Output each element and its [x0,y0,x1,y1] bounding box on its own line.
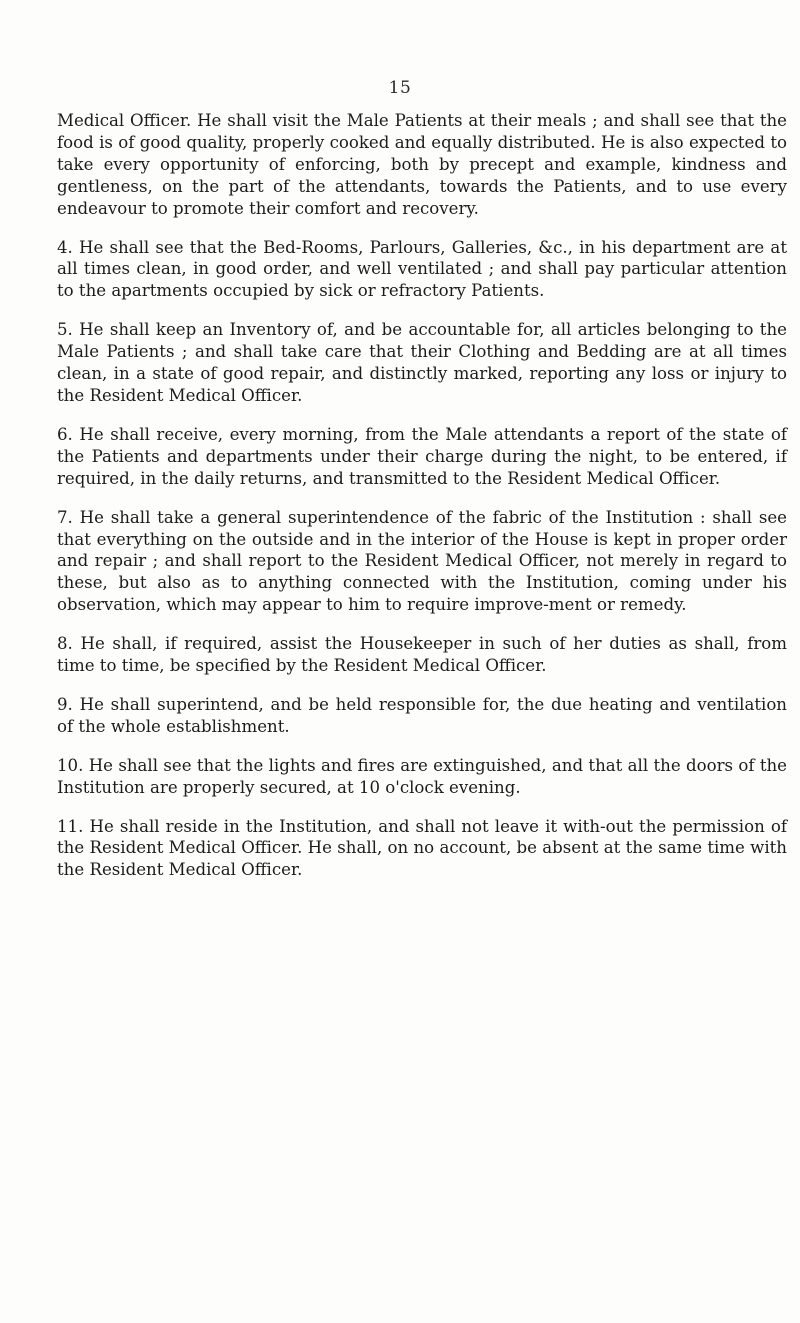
paragraph-6: 6. He shall receive, every morning, from the Male attendants a report of the state of the Patients and departments under their charge during the night, to be entered, if required, in the daily returns, and transmitted to the Resident Medical Officer. [57,424,787,488]
paragraph-5: 5. He shall keep an Inventory of, and be accountable for, all articles belonging to the Male Patients ; and shall take care that their Clothing and Bedding are at all times clean, in a state of good repair, and distinctly marked, reporting any loss or injury to the Resident Medical Officer. [57,320,787,405]
page-body [57,110,787,898]
paragraph-8: 8. He shall, if required, assist the Housekeeper in such of her duties as shall, from time to time, be specified by the Resident Medical Officer. [57,634,787,676]
paragraph-continuation: Medical Officer. He shall visit the Male Patients at their meals ; and shall see that the food is of good quality, properly cooked and equally distributed. He is also expected to take every opportunity of enforcing, both by precept and example, kindness and gentleness, on the part of the attendants, towards the Patients, and to use every endeavour to promote their comfort and recovery. [57,111,787,218]
paragraph-11: 11. He shall reside in the Institution, and shall not leave it with-out the permission of the Resident Medical Officer. He shall, on no account, be absent at the same time with the Resident Medical Officer. [57,816,787,880]
page-number: 15 [388,78,412,98]
paragraph-9: 9. He shall superintend, and be held responsible for, the due heating and ventilation of the whole establishment. [57,694,787,736]
paragraph-4: 4. He shall see that the Bed-Rooms, Parlours, Galleries, &c., in his department are at all times clean, in good order, and well ventilated ; and shall pay particular attention to the apartments occupied by sick or refractory Patients. [57,237,787,301]
paragraph-10: 10. He shall see that the lights and fires are extinguished, and that all the doors of the Institution are properly secured, at 10 o'clock evening. [57,755,787,797]
paragraph-7: 7. He shall take a general superintendence of the fabric of the Institution : shall see that everything on the outside and in the interior of the House is kept in proper order and repair ; and shall report to the Resident Medical Officer, not merely in regard to these, but also as to anything connected with the Institution, coming under his observation, which may appear to him to require improve-ment or remedy. [57,507,787,615]
